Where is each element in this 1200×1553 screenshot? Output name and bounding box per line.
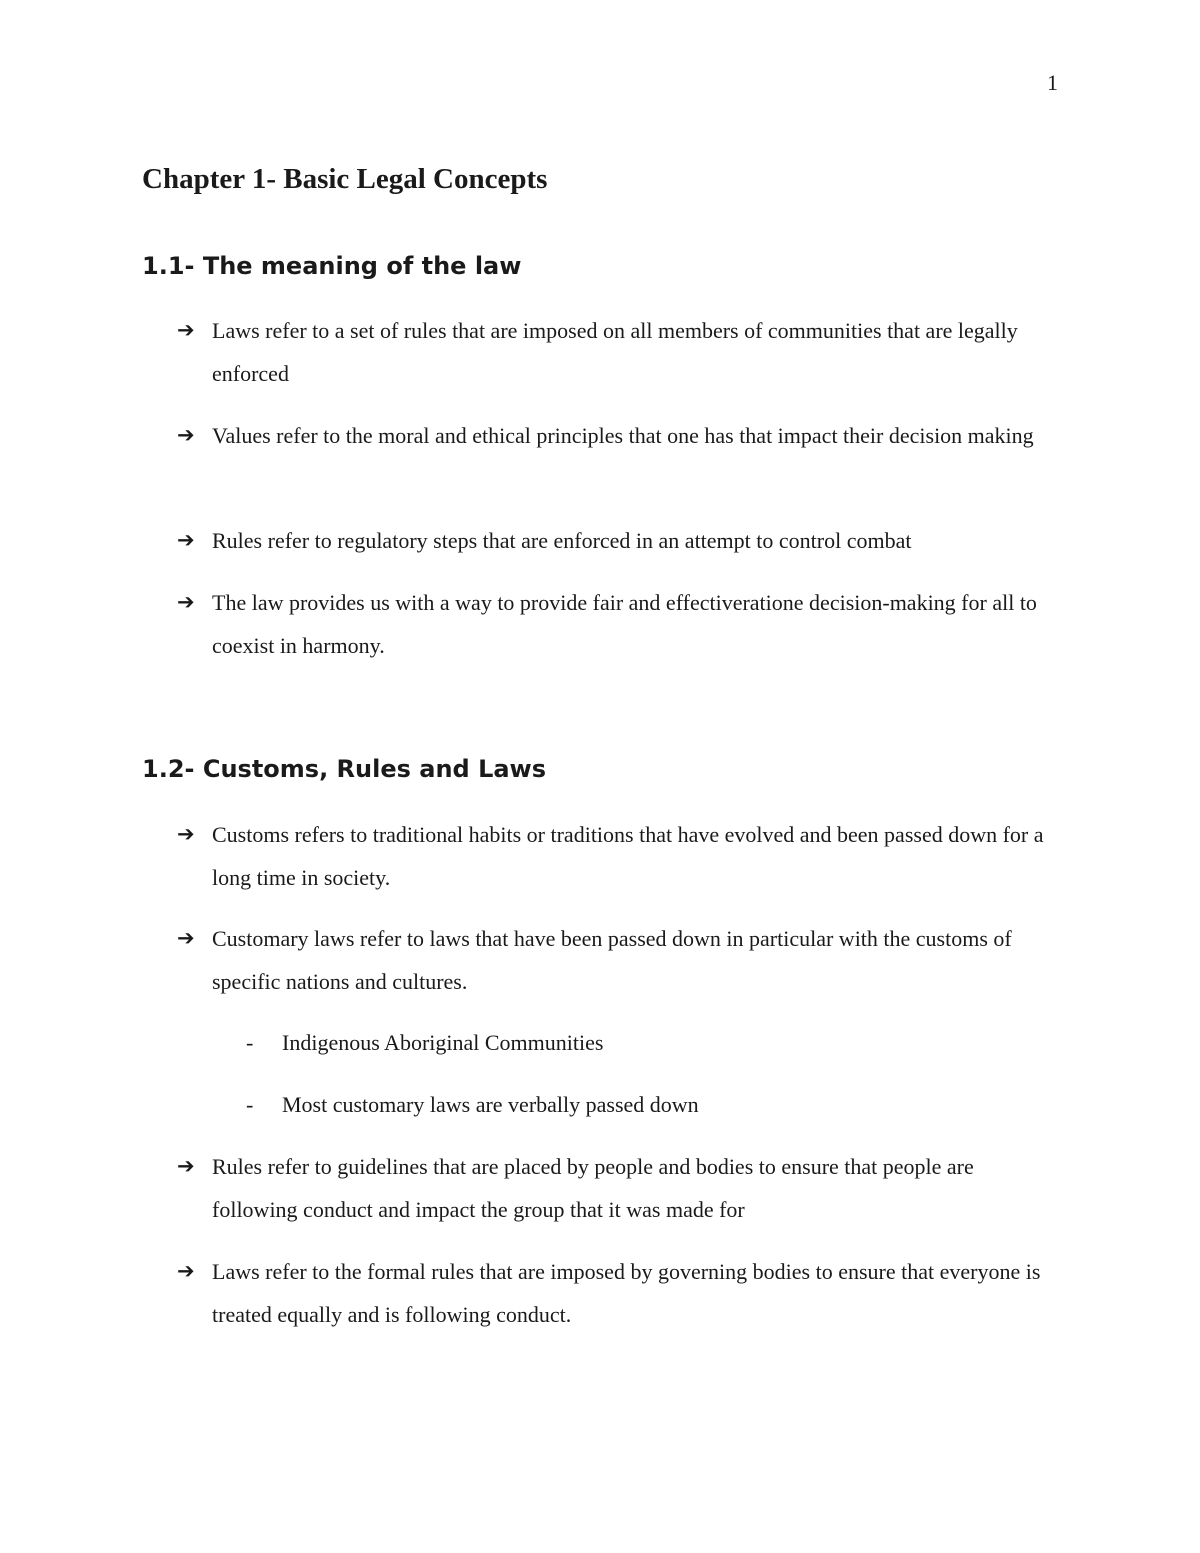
bullet-item: [177, 917, 1057, 1003]
arrow-bullet-icon: ➔: [177, 1154, 195, 1178]
bullet-item: [177, 414, 1057, 457]
sub-bullet-text: Indigenous Aboriginal Communities: [282, 1030, 604, 1055]
section-heading-customs-rules-laws: 1.2- Customs, Rules and Laws: [142, 755, 547, 783]
bullet-text: Laws refer to a set of rules that are imposed on all members of communities that are legally enforced: [212, 318, 1018, 386]
sub-bullet-item: [246, 1083, 1046, 1126]
bullet-item: [177, 309, 1057, 395]
dash-bullet: -: [246, 1030, 254, 1055]
arrow-bullet-icon: ➔: [177, 318, 195, 342]
dash-bullet: -: [246, 1092, 254, 1117]
bullet-text: Laws refer to the formal rules that are imposed by governing bodies to ensure that everyone is treated equally and is following conduct.: [212, 1259, 1041, 1327]
bullet-text: Rules refer to guidelines that are placed by people and bodies to ensure that people are following conduct and impact the group that it was made for: [212, 1154, 974, 1222]
sub-bullet-item: [246, 1021, 1046, 1064]
arrow-bullet-icon: ➔: [177, 590, 195, 614]
section-heading-meaning-of-law: 1.1- The meaning of the law: [142, 252, 522, 280]
arrow-bullet-icon: ➔: [177, 423, 195, 447]
bullet-text: Customs refers to traditional habits or traditions that have evolved and been passed down for a long time in society.: [212, 822, 1044, 890]
arrow-bullet-icon: ➔: [177, 1259, 195, 1283]
arrow-bullet-icon: ➔: [177, 528, 195, 552]
chapter-title: Chapter 1- Basic Legal Concepts: [142, 163, 548, 195]
bullet-text: Rules refer to regulatory steps that are enforced in an attempt to control combat: [212, 528, 912, 553]
bullet-text: The law provides us with a way to provide fair and effectiveratione decision-making for all to coexist in harmony.: [212, 590, 1037, 658]
bullet-item: [177, 1250, 1057, 1336]
arrow-bullet-icon: ➔: [177, 926, 195, 950]
bullet-text: Customary laws refer to laws that have been passed down in particular with the customs of specific nations and cultures.: [212, 926, 1012, 994]
bullet-item: [177, 519, 1057, 562]
bullet-item: [177, 581, 1057, 667]
bullet-item: [177, 813, 1057, 899]
sub-bullet-text: Most customary laws are verbally passed down: [282, 1092, 699, 1117]
page-number: 1: [1047, 70, 1058, 95]
arrow-bullet-icon: ➔: [177, 822, 195, 846]
bullet-text: Values refer to the moral and ethical principles that one has that impact their decision making: [212, 423, 1034, 448]
bullet-item: [177, 1145, 1057, 1231]
